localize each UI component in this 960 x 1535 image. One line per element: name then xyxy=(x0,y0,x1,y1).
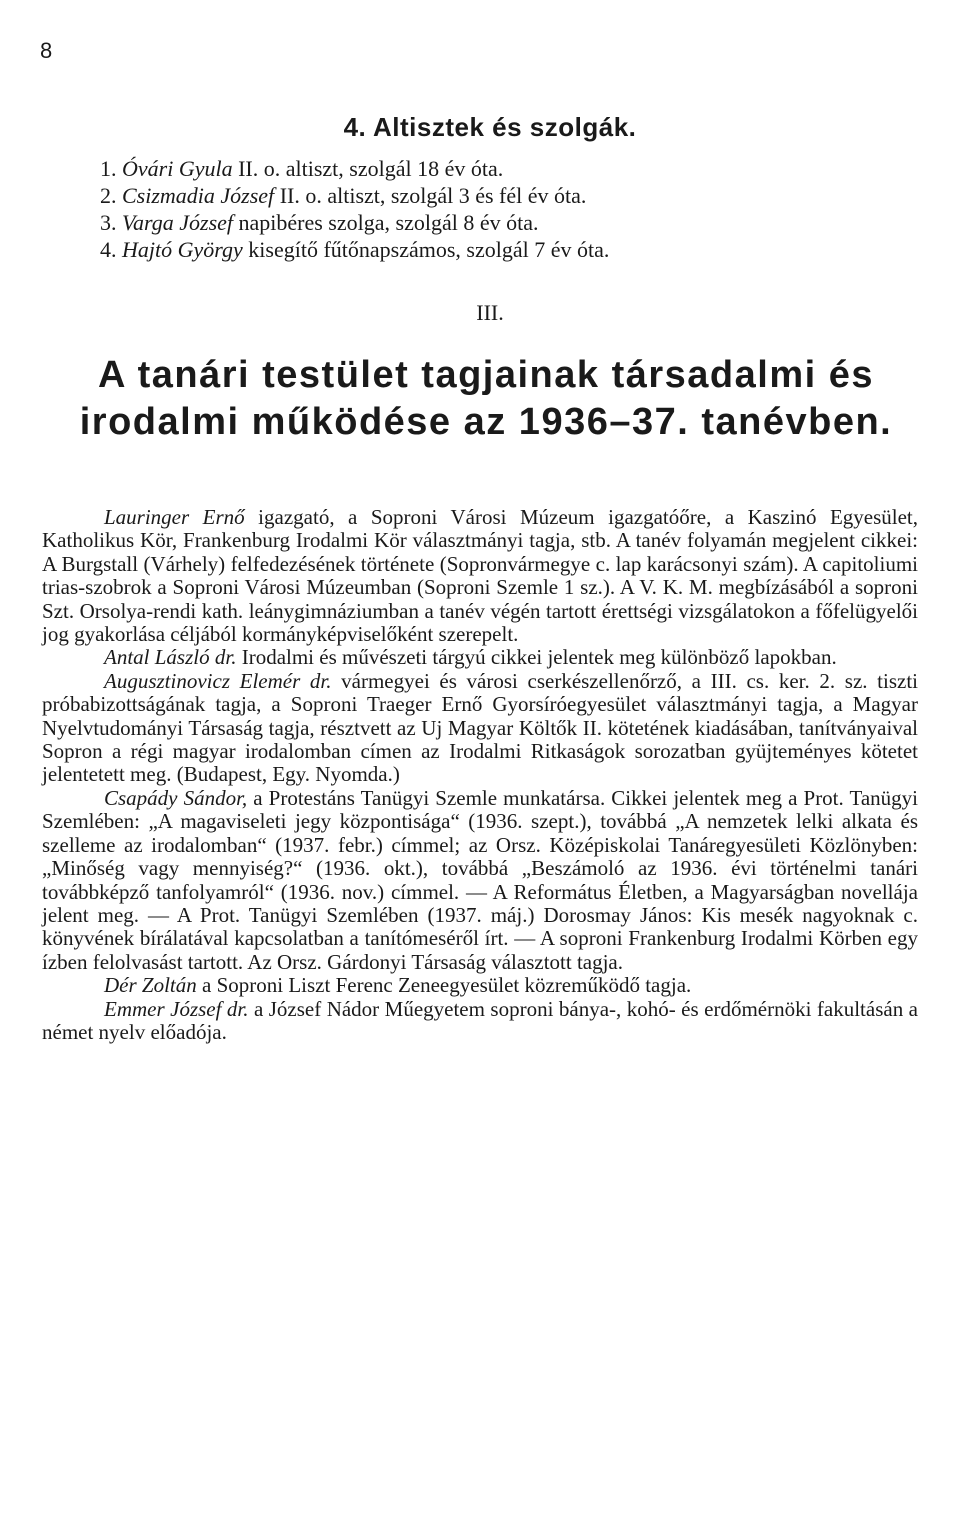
chapter-number: III. xyxy=(476,300,504,325)
person-name: Lauringer Ernő xyxy=(104,505,245,529)
list-item xyxy=(100,155,609,182)
item-number: 4. xyxy=(100,237,117,262)
paragraph-text: Irodalmi és művészeti tárgyú cikkei jelentek meg különböző lapokban. xyxy=(236,645,837,670)
staff-description: kisegítő fűtőnapszámos, szolgál 7 év óta. xyxy=(242,237,610,262)
staff-description: II. o. altiszt, szolgál 3 és fél év óta. xyxy=(274,183,587,208)
person-name: Antal László dr. xyxy=(104,645,237,670)
paragraph xyxy=(42,646,918,669)
person-name: Dér Zoltán xyxy=(104,973,197,998)
paragraph xyxy=(42,974,918,997)
staff-list xyxy=(100,155,609,263)
staff-name: Varga József xyxy=(122,210,234,235)
person-name: Augusztinovicz Elemér dr. xyxy=(104,668,332,693)
paragraph-text: a Protestáns Tanügyi Szemle munkatársa. Cikkei jelentek meg a Prot. Tanügyi Szemlében: „A magaviseleti jegy központisága“ (1936. szept.), továbbá „A nemzetek lelki alkata és szelleme az irodalomban“ (1937. febr.) címmel; az Orsz. Középiskolai Tanáregyesületi Közlönyben: „Minőség vagy mennyiség?“ (1936. okt.), továbbá „Beszámoló az 1936. évi történelmi tanári továbbképző tanfolyamról“ (1936. nov.) címmel. — A Református Életben, a Magyarságban novellája jelent meg. — A Prot. Tanügyi Szemlében (1937. máj.) Dorosmay János: Kis mesék nagyoknak c. könyvének bírálatával kapcsolatban a tanítómeséről írt. — A soproni Frankenburg Irodalmi Körben egy ízben felolvasást tartott. Az Orsz. Gárdonyi Társaság választott tagja. xyxy=(42,785,918,974)
body-text xyxy=(42,506,918,1044)
list-item xyxy=(100,209,609,236)
paragraph xyxy=(42,787,918,974)
paragraph-text: vármegyei és városi cserkészellenőrző, a III. cs. ker. 2. sz. tiszti próbabizottságának tagja, a Soproni Traeger Ernő Gyorsíróegyesület választmányi tagja, a Magyar Nyelvtudományi Társaság tagja, résztvett az Uj Magyar Költők II. kötetének kiadásában, tanítványaival Sopron a régi magyar irodalomban címen az Irodalmi Ritkaságok sorozatban gyüjteményes kötetet jelentetett meg. (Budapest, Egy. Nyomda.) xyxy=(42,668,918,787)
chapter-title: A tanári testület tagjainak társadalmi és irodalmi működése az 1936–37. tanévben. xyxy=(79,354,893,443)
person-name: Emmer József dr. xyxy=(104,996,249,1021)
person-name: Csapády Sándor, xyxy=(104,785,248,810)
paragraph-text: a Soproni Liszt Ferenc Zeneegyesület közreműködő tagja. xyxy=(196,973,692,998)
staff-description: II. o. altiszt, szolgál 18 év óta. xyxy=(232,156,504,181)
section-heading: 4. Altisztek és szolgák. xyxy=(343,112,637,142)
list-item xyxy=(100,182,609,209)
paragraph-text: igazgató, a Soproni Városi Múzeum igazgatóőre, a Kaszinó Egyesület, Katholikus Kör, Frankenburg Irodalmi Kör választmányi tagja, stb. A tanév folyamán megjelent cikkei: A Burgstall (Várhely) felfedezésének története (Sopronvármegye c. lap karácsonyi szám). A capitoliumi trias-szobrok a Soproni Városi Múzeumban (Soproni Szemle 1 sz.). A V. K. M. megbízásából a soproni Szt. Orsolya-rendi kath. leánygimnáziumban a tanév végén tartott érettségi vizsgálatokon a főfelügyelői jog gyakorlása céljából kormányképviselőként szerepelt. xyxy=(42,505,919,647)
page-number: 8 xyxy=(40,38,53,63)
staff-name: Hajtó György xyxy=(122,237,243,262)
paragraph-text: a József Nádor Műegyetem soproni bánya-, kohó- és erdőmérnöki fakultásán a német nyelv előadója. xyxy=(42,996,918,1044)
staff-name: Csizmadia József xyxy=(122,183,275,208)
paragraph xyxy=(42,506,918,646)
staff-name: Óvári Gyula xyxy=(122,156,233,181)
list-item xyxy=(100,236,609,263)
paragraph xyxy=(42,998,918,1045)
staff-description: napibéres szolga, szolgál 8 év óta. xyxy=(233,210,539,235)
item-number: 2. xyxy=(100,183,117,208)
paragraph xyxy=(42,670,918,787)
item-number: 3. xyxy=(100,210,117,235)
item-number: 1. xyxy=(100,156,117,181)
